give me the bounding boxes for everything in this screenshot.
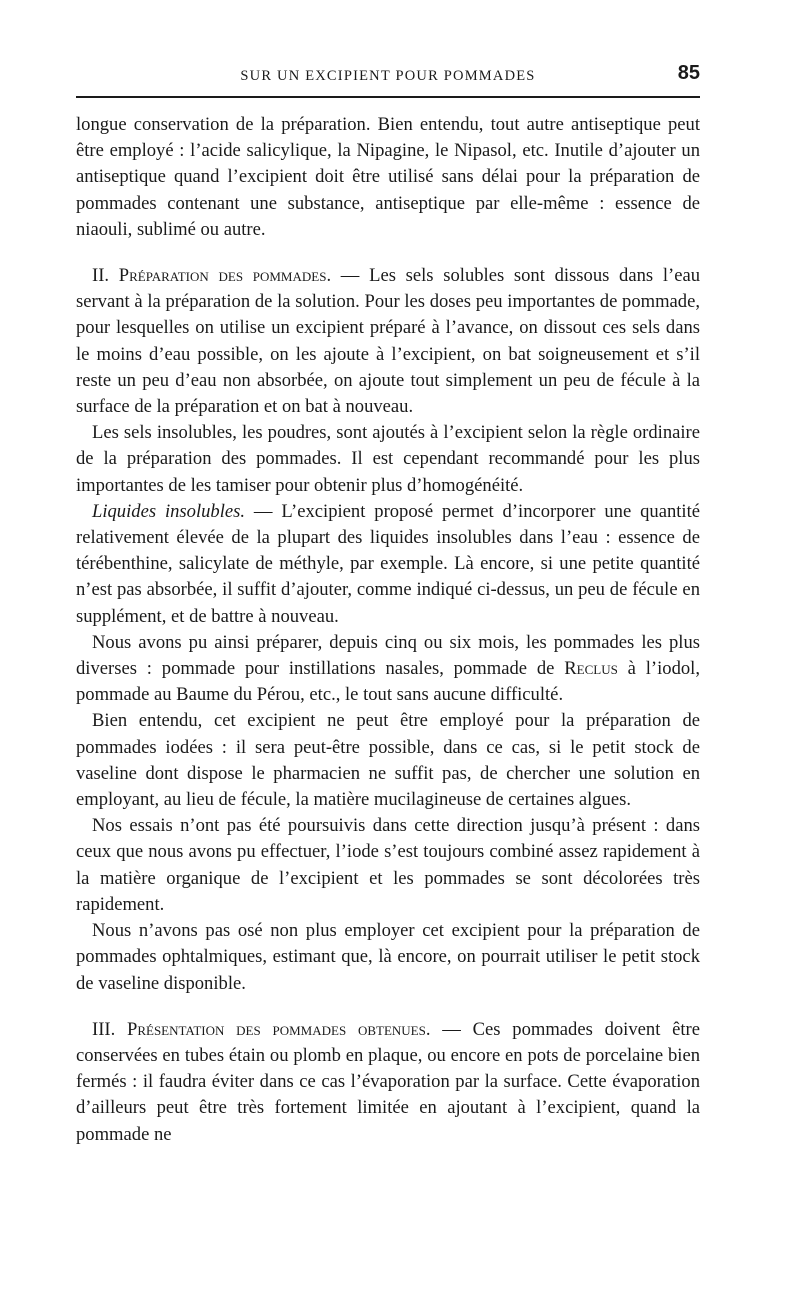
paragraph-text: — Les sels solubles sont dissous dans l’eau servant à la préparation de la solution. Pour les doses peu importantes de pommade, pour lesquelles on utilise un excipient préparé à l’avance, on dissout ces sels dans le moins d’eau possible, on les ajoute à l’excipient, on bat soigneusement et s’il reste un peu d’eau non absorbée, on ajoute tout simplement un peu de fécule à la surface de la préparation et on bat à nouveau. [76, 265, 701, 418]
running-head [76, 62, 700, 92]
paragraph-text: Bien entendu, cet excipient ne peut être employé pour la préparation de pommades iodées : il sera peut-être possible, dans ce cas, si le petit stock de vaseline dont dispose le pharmacien ne suffit pas, de chercher une solution en employant, au lieu de fécule, la matière mucilagineuse de certaines algues. [76, 710, 700, 811]
paragraph-text: Nos essais n’ont pas été poursuivis dans cette direction jusqu’à présent : dans ceux que nous avons pu effectuer, l’iode s’est toujours combiné assez rapidement à la matière organique de l’excipient et les pommades se sont décolorées très rapidement. [76, 815, 700, 915]
header-rule [76, 96, 700, 98]
author-name: Reclus [564, 658, 618, 680]
paragraph-text: Nous n’avons pas osé non plus employer cet excipient pour la préparation de pommades ophtalmiques, estimant que, là encore, on pourrait utiliser le petit stock de vaseline disponible. [76, 920, 700, 994]
page-number: 85 [677, 62, 700, 84]
paragraph-text: Nous avons pu ainsi préparer, depuis cinq ou six mois, les pommades les plus diverses : pommade pour instillations nasales, pommade de [76, 631, 700, 680]
paragraph-text: — Ces pommades doivent être conservées en tubes étain ou plomb en plaque, ou encore en pots de porcelaine bien fermés : il faudra éviter dans ce cas l’évaporation par la surface. Cette évaporation d’ailleurs peut être très fortement limitée en ajoutant à l’excipient, quand la pommade ne [76, 1018, 700, 1145]
section-number: III. [92, 1018, 127, 1040]
book-page [76, 62, 700, 1148]
paragraph-insoluble-liquids [76, 499, 700, 630]
section-ii-paragraph [76, 263, 700, 420]
paragraph-text: longue conservation de la préparation. Bien entendu, tout autre antiseptique peut être employé : l’acide salicylique, la Nipagine, le Nipasol, etc. Inutile d’ajouter un antiseptique quand l’excipient doit être utilisé sans délai pour la préparation de pommades contenant une substance, antiseptique par elle-même : essence de niaouli, sublimé ou autre. [76, 114, 700, 240]
body-text [76, 112, 700, 1148]
section-iii-paragraph [76, 1017, 700, 1148]
subsection-heading: Liquides insolubles. [92, 500, 246, 522]
section-heading: Présentation des pommades obtenues. [127, 1018, 431, 1040]
paragraph-text: — L’excipient proposé permet d’incorporer une quantité relativement élevée de la plupart des liquides insolubles dans l’eau : essence de térébenthine, salicylate de méthyle, par exemple. Là encore, si une petite quantité n’est pas absorbée, il suffit d’ajouter, comme indiqué ci-dessus, un peu de fécule en supplément, et de battre à nouveau. [76, 500, 701, 627]
paragraph-text: Les sels insolubles, les poudres, sont ajoutés à l’excipient selon la règle ordinaire de la préparation des pommades. Il est cependant recommandé pour les plus importantes de les tamiser pour obtenir plus d’homogénéité. [76, 422, 700, 496]
running-title: SUR UN EXCIPIENT POUR POMMADES [240, 68, 536, 84]
section-heading: Préparation des pommades. [118, 265, 332, 287]
paragraph-text: à l’iodol, pommade au Baume du Pérou, etc., le tout sans aucune difficulté. [76, 658, 700, 706]
paragraph-insoluble-salts [76, 420, 700, 499]
paragraph-trials [76, 813, 700, 918]
paragraph-iodine-pommades [76, 708, 700, 813]
paragraph-antiseptic-continuation [76, 112, 700, 243]
section-number: II. [92, 265, 119, 287]
paragraph-ophthalmic [76, 918, 700, 997]
paragraph-prepared-pommades [76, 630, 700, 709]
